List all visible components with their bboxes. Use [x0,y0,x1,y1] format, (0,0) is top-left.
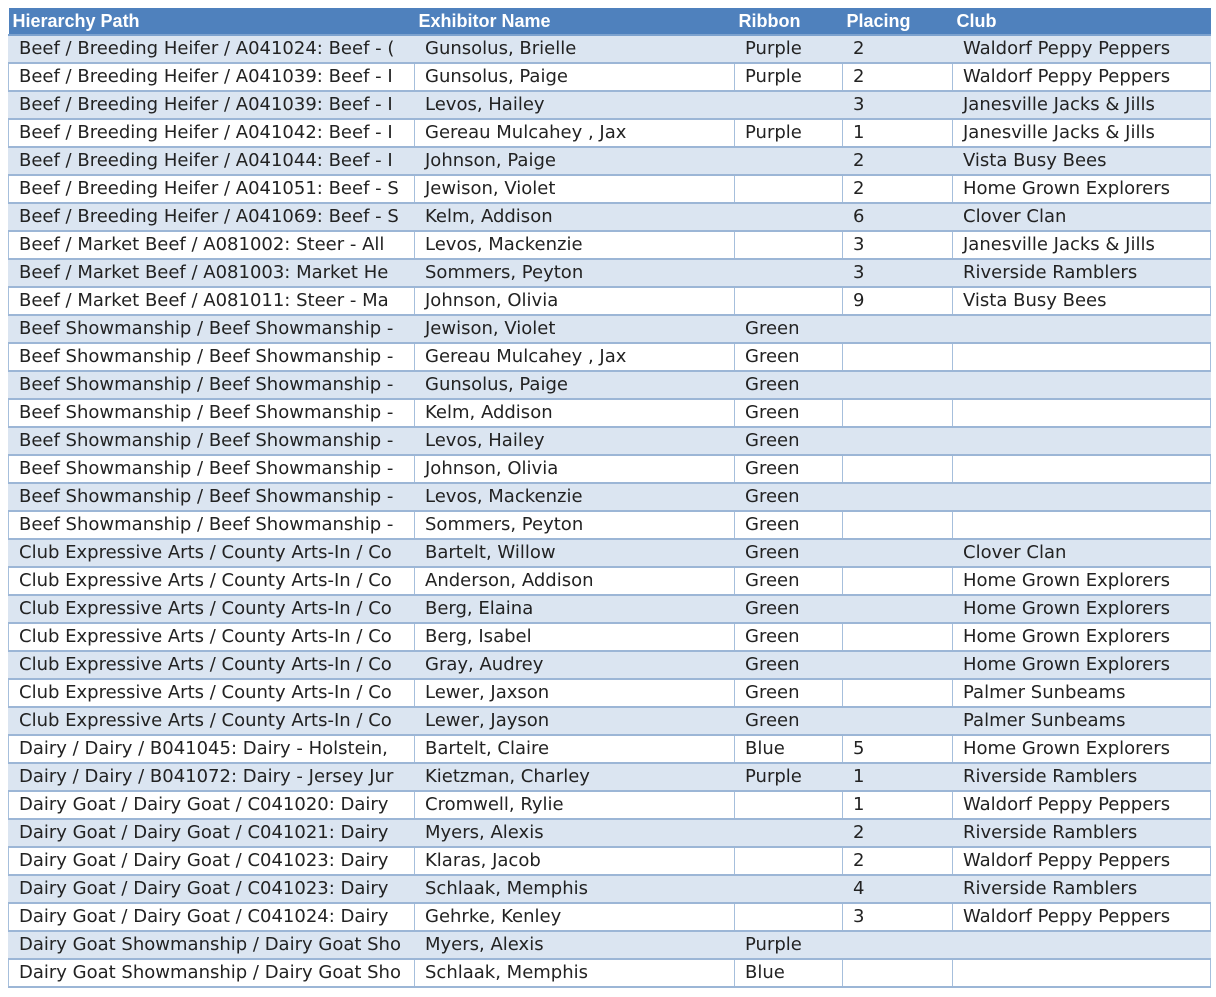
cell-placing: 9 [843,287,953,315]
table-row[interactable] [9,203,1211,231]
cell-placing [843,707,953,735]
cell-exhibitor-name: Johnson, Paige [415,147,735,175]
table-row[interactable] [9,35,1211,63]
cell-ribbon: Green [735,371,843,399]
cell-hierarchy-path: Beef / Breeding Heifer / A041069: Beef - S [9,203,415,231]
cell-ribbon: Purple [735,931,843,959]
cell-ribbon: Green [735,343,843,371]
cell-ribbon: Green [735,623,843,651]
cell-ribbon [735,903,843,931]
cell-club: Riverside Ramblers [953,819,1211,847]
cell-placing [843,399,953,427]
cell-exhibitor-name: Lewer, Jayson [415,707,735,735]
cell-exhibitor-name: Sommers, Peyton [415,259,735,287]
cell-placing [843,679,953,707]
cell-exhibitor-name: Schlaak, Memphis [415,875,735,903]
cell-hierarchy-path: Beef / Market Beef / A081002: Steer - All [9,231,415,259]
cell-placing [843,427,953,455]
table-row[interactable] [9,63,1211,91]
cell-exhibitor-name: Anderson, Addison [415,567,735,595]
cell-placing [843,483,953,511]
cell-ribbon [735,819,843,847]
cell-club [953,931,1211,959]
table-row[interactable] [9,371,1211,399]
cell-club: Riverside Ramblers [953,763,1211,791]
cell-hierarchy-path: Club Expressive Arts / County Arts-In / Co [9,623,415,651]
header-placing[interactable]: Placing [843,8,953,35]
cell-placing: 4 [843,875,953,903]
cell-hierarchy-path: Club Expressive Arts / County Arts-In / Co [9,679,415,707]
table-row[interactable] [9,567,1211,595]
cell-club: Palmer Sunbeams [953,679,1211,707]
cell-hierarchy-path: Beef Showmanship / Beef Showmanship - [9,371,415,399]
cell-club [953,511,1211,539]
cell-exhibitor-name: Kelm, Addison [415,203,735,231]
cell-exhibitor-name: Gereau Mulcahey , Jax [415,343,735,371]
cell-club: Home Grown Explorers [953,623,1211,651]
cell-ribbon: Green [735,539,843,567]
cell-club: Waldorf Peppy Peppers [953,903,1211,931]
table-row[interactable] [9,903,1211,931]
cell-club: Clover Clan [953,539,1211,567]
table-row[interactable] [9,595,1211,623]
cell-club: Waldorf Peppy Peppers [953,847,1211,875]
cell-hierarchy-path: Dairy / Dairy / B041045: Dairy - Holstein, [9,735,415,763]
cell-exhibitor-name: Lewer, Jaxson [415,679,735,707]
cell-exhibitor-name: Gereau Mulcahey , Jax [415,119,735,147]
table-row[interactable] [9,539,1211,567]
cell-ribbon: Blue [735,959,843,987]
cell-hierarchy-path: Club Expressive Arts / County Arts-In / Co [9,567,415,595]
cell-ribbon: Green [735,651,843,679]
cell-ribbon: Green [735,511,843,539]
table-row[interactable] [9,483,1211,511]
cell-ribbon [735,91,843,119]
cell-hierarchy-path: Beef Showmanship / Beef Showmanship - [9,399,415,427]
cell-hierarchy-path: Dairy Goat / Dairy Goat / C041021: Dairy [9,819,415,847]
cell-ribbon [735,175,843,203]
cell-exhibitor-name: Schlaak, Memphis [415,959,735,987]
cell-hierarchy-path: Beef / Breeding Heifer / A041024: Beef - ( [9,35,415,63]
table-row[interactable] [9,763,1211,791]
cell-hierarchy-path: Dairy Goat Showmanship / Dairy Goat Sho [9,931,415,959]
cell-hierarchy-path: Beef Showmanship / Beef Showmanship - [9,315,415,343]
cell-club: Janesville Jacks & Jills [953,119,1211,147]
cell-club: Palmer Sunbeams [953,707,1211,735]
cell-exhibitor-name: Klaras, Jacob [415,847,735,875]
table-row[interactable] [9,651,1211,679]
cell-ribbon: Green [735,455,843,483]
table-row[interactable] [9,91,1211,119]
cell-placing: 1 [843,791,953,819]
cell-exhibitor-name: Cromwell, Rylie [415,791,735,819]
cell-placing [843,959,953,987]
cell-club: Riverside Ramblers [953,259,1211,287]
cell-hierarchy-path: Beef Showmanship / Beef Showmanship - [9,455,415,483]
cell-exhibitor-name: Levos, Mackenzie [415,483,735,511]
cell-hierarchy-path: Club Expressive Arts / County Arts-In / Co [9,595,415,623]
cell-ribbon [735,847,843,875]
cell-ribbon [735,259,843,287]
header-club[interactable]: Club [953,8,1211,35]
cell-club: Janesville Jacks & Jills [953,231,1211,259]
cell-exhibitor-name: Levos, Mackenzie [415,231,735,259]
cell-placing [843,623,953,651]
cell-exhibitor-name: Gunsolus, Paige [415,371,735,399]
cell-placing [843,511,953,539]
cell-club: Waldorf Peppy Peppers [953,63,1211,91]
cell-hierarchy-path: Dairy Goat / Dairy Goat / C041024: Dairy [9,903,415,931]
cell-club [953,455,1211,483]
cell-club: Home Grown Explorers [953,595,1211,623]
header-row [9,8,1211,35]
cell-ribbon: Green [735,315,843,343]
cell-ribbon: Green [735,567,843,595]
table-row[interactable] [9,119,1211,147]
cell-hierarchy-path: Beef / Breeding Heifer / A041051: Beef - S [9,175,415,203]
cell-hierarchy-path: Beef Showmanship / Beef Showmanship - [9,511,415,539]
table-row[interactable] [9,735,1211,763]
cell-placing: 2 [843,175,953,203]
cell-hierarchy-path: Beef Showmanship / Beef Showmanship - [9,343,415,371]
cell-ribbon: Green [735,707,843,735]
cell-club: Riverside Ramblers [953,875,1211,903]
cell-placing [843,567,953,595]
cell-club: Home Grown Explorers [953,735,1211,763]
cell-ribbon [735,791,843,819]
cell-exhibitor-name: Gunsolus, Paige [415,63,735,91]
cell-exhibitor-name: Levos, Hailey [415,91,735,119]
cell-exhibitor-name: Myers, Alexis [415,931,735,959]
cell-placing [843,539,953,567]
cell-exhibitor-name: Levos, Hailey [415,427,735,455]
cell-ribbon: Green [735,399,843,427]
header-ribbon[interactable]: Ribbon [735,8,843,35]
cell-ribbon [735,287,843,315]
cell-placing: 6 [843,203,953,231]
table-row[interactable] [9,259,1211,287]
cell-placing [843,931,953,959]
cell-club [953,315,1211,343]
cell-placing [843,315,953,343]
cell-hierarchy-path: Dairy / Dairy / B041072: Dairy - Jersey Jur [9,763,415,791]
cell-hierarchy-path: Beef / Breeding Heifer / A041042: Beef - I [9,119,415,147]
cell-club [953,343,1211,371]
table-row[interactable] [9,931,1211,959]
cell-hierarchy-path: Beef Showmanship / Beef Showmanship - [9,427,415,455]
cell-placing: 1 [843,119,953,147]
cell-exhibitor-name: Kietzman, Charley [415,763,735,791]
cell-exhibitor-name: Gehrke, Kenley [415,903,735,931]
table-row[interactable] [9,315,1211,343]
table-row[interactable] [9,959,1211,987]
cell-club [953,427,1211,455]
table-row[interactable] [9,819,1211,847]
cell-hierarchy-path: Beef / Breeding Heifer / A041044: Beef - I [9,147,415,175]
table-row[interactable] [9,427,1211,455]
cell-club [953,399,1211,427]
table-row[interactable] [9,875,1211,903]
cell-placing: 2 [843,147,953,175]
cell-exhibitor-name: Gray, Audrey [415,651,735,679]
table-row[interactable] [9,343,1211,371]
cell-placing: 3 [843,91,953,119]
cell-placing: 3 [843,259,953,287]
cell-club: Clover Clan [953,203,1211,231]
cell-exhibitor-name: Gunsolus, Brielle [415,35,735,63]
cell-hierarchy-path: Beef Showmanship / Beef Showmanship - [9,483,415,511]
cell-ribbon [735,231,843,259]
cell-ribbon: Green [735,595,843,623]
cell-exhibitor-name: Johnson, Olivia [415,287,735,315]
cell-ribbon [735,147,843,175]
cell-hierarchy-path: Dairy Goat / Dairy Goat / C041020: Dairy [9,791,415,819]
header-exhibitor-name[interactable]: Exhibitor Name [415,8,735,35]
table-row[interactable] [9,175,1211,203]
table-row[interactable] [9,679,1211,707]
cell-club: Vista Busy Bees [953,287,1211,315]
cell-club: Vista Busy Bees [953,147,1211,175]
cell-placing: 3 [843,903,953,931]
cell-exhibitor-name: Berg, Isabel [415,623,735,651]
results-table [8,8,1211,988]
table-row[interactable] [9,147,1211,175]
table-row[interactable] [9,847,1211,875]
table-row[interactable] [9,511,1211,539]
cell-ribbon [735,875,843,903]
cell-club: Waldorf Peppy Peppers [953,791,1211,819]
cell-club [953,959,1211,987]
table-row[interactable] [9,707,1211,735]
header-hierarchy-path[interactable]: Hierarchy Path [9,8,415,35]
table-row[interactable] [9,791,1211,819]
cell-club [953,371,1211,399]
cell-hierarchy-path: Club Expressive Arts / County Arts-In / Co [9,707,415,735]
cell-ribbon: Purple [735,35,843,63]
cell-ribbon: Purple [735,63,843,91]
cell-exhibitor-name: Jewison, Violet [415,315,735,343]
cell-placing [843,343,953,371]
cell-hierarchy-path: Club Expressive Arts / County Arts-In / Co [9,651,415,679]
table-row[interactable] [9,287,1211,315]
cell-exhibitor-name: Johnson, Olivia [415,455,735,483]
cell-exhibitor-name: Sommers, Peyton [415,511,735,539]
cell-hierarchy-path: Dairy Goat / Dairy Goat / C041023: Dairy [9,847,415,875]
cell-hierarchy-path: Dairy Goat Showmanship / Dairy Goat Sho [9,959,415,987]
cell-hierarchy-path: Beef / Breeding Heifer / A041039: Beef - I [9,91,415,119]
cell-hierarchy-path: Dairy Goat / Dairy Goat / C041023: Dairy [9,875,415,903]
cell-club: Home Grown Explorers [953,175,1211,203]
cell-ribbon: Blue [735,735,843,763]
cell-ribbon: Green [735,679,843,707]
cell-exhibitor-name: Jewison, Violet [415,175,735,203]
cell-placing [843,651,953,679]
cell-placing: 1 [843,763,953,791]
cell-ribbon: Purple [735,119,843,147]
table-row[interactable] [9,231,1211,259]
table-row[interactable] [9,455,1211,483]
cell-ribbon: Green [735,427,843,455]
table-row[interactable] [9,399,1211,427]
cell-exhibitor-name: Bartelt, Claire [415,735,735,763]
table-row[interactable] [9,623,1211,651]
cell-placing [843,455,953,483]
cell-club: Waldorf Peppy Peppers [953,35,1211,63]
cell-club: Janesville Jacks & Jills [953,91,1211,119]
cell-club: Home Grown Explorers [953,567,1211,595]
cell-exhibitor-name: Bartelt, Willow [415,539,735,567]
cell-ribbon: Purple [735,763,843,791]
cell-placing: 2 [843,35,953,63]
cell-exhibitor-name: Berg, Elaina [415,595,735,623]
cell-ribbon [735,203,843,231]
cell-ribbon: Green [735,483,843,511]
cell-exhibitor-name: Kelm, Addison [415,399,735,427]
cell-placing [843,595,953,623]
cell-exhibitor-name: Myers, Alexis [415,819,735,847]
cell-placing: 2 [843,63,953,91]
cell-hierarchy-path: Beef / Market Beef / A081003: Market He [9,259,415,287]
cell-placing: 2 [843,819,953,847]
cell-placing [843,371,953,399]
cell-placing: 5 [843,735,953,763]
cell-hierarchy-path: Beef / Market Beef / A081011: Steer - Ma [9,287,415,315]
cell-placing: 2 [843,847,953,875]
cell-hierarchy-path: Club Expressive Arts / County Arts-In / Co [9,539,415,567]
cell-club [953,483,1211,511]
cell-hierarchy-path: Beef / Breeding Heifer / A041039: Beef - I [9,63,415,91]
cell-club: Home Grown Explorers [953,651,1211,679]
cell-placing: 3 [843,231,953,259]
